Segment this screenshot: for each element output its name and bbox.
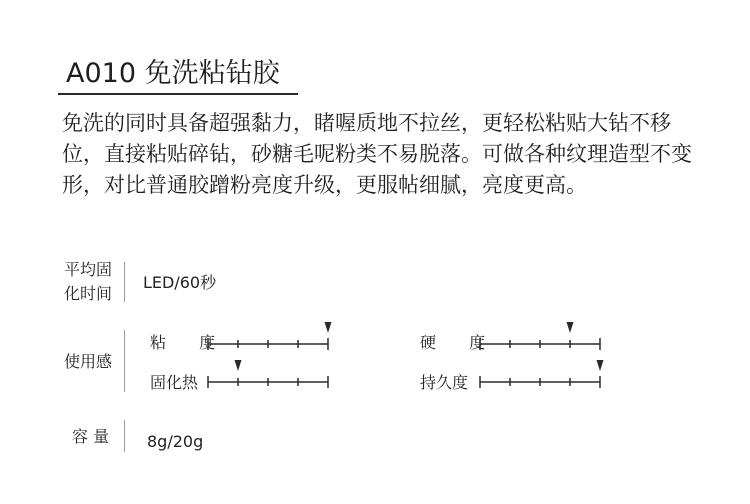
title-underline bbox=[58, 93, 298, 95]
metric-scale-curing-heat bbox=[206, 358, 332, 392]
product-title: A010 免洗粘钻胶 bbox=[66, 58, 280, 89]
scale-marker bbox=[325, 322, 332, 333]
cure-time-label-line1: 平均固 bbox=[64, 260, 113, 279]
metric-scale-durability bbox=[478, 358, 604, 392]
capacity-divider bbox=[124, 420, 125, 452]
cure-time-divider bbox=[124, 262, 125, 302]
metric-label-viscosity: 粘 度 bbox=[150, 333, 230, 352]
metric-label-curing-heat: 固化热 bbox=[150, 373, 199, 392]
cure-time-label-line2: 化时间 bbox=[64, 284, 113, 303]
scale-marker bbox=[567, 322, 574, 333]
scale-marker bbox=[597, 360, 604, 371]
metric-scale-hardness bbox=[478, 320, 604, 354]
metric-label-durability: 持久度 bbox=[420, 373, 469, 392]
metric-scale-viscosity bbox=[206, 320, 332, 354]
metric-label-hardness: 硬 度 bbox=[420, 333, 500, 352]
cure-time-label bbox=[64, 258, 112, 306]
capacity-label: 容 量 bbox=[72, 427, 110, 446]
cure-time-value: LED/60秒 bbox=[143, 273, 217, 292]
usage-feel-divider bbox=[124, 330, 125, 392]
usage-feel-label: 使用感 bbox=[64, 352, 113, 371]
scale-marker bbox=[235, 360, 242, 371]
capacity-value: 8g/20g bbox=[147, 432, 204, 451]
product-description: 免洗的同时具备超强黏力，睹喔质地不拉丝，更轻松粘贴大钻不移位，直接粘贴碎钻，砂糖毛呢粉类不易脱落。可做各种纹理造型不变形，对比普通胶蹭粉亮度升级，更服帖细腻，亮度更高。 bbox=[62, 111, 692, 197]
